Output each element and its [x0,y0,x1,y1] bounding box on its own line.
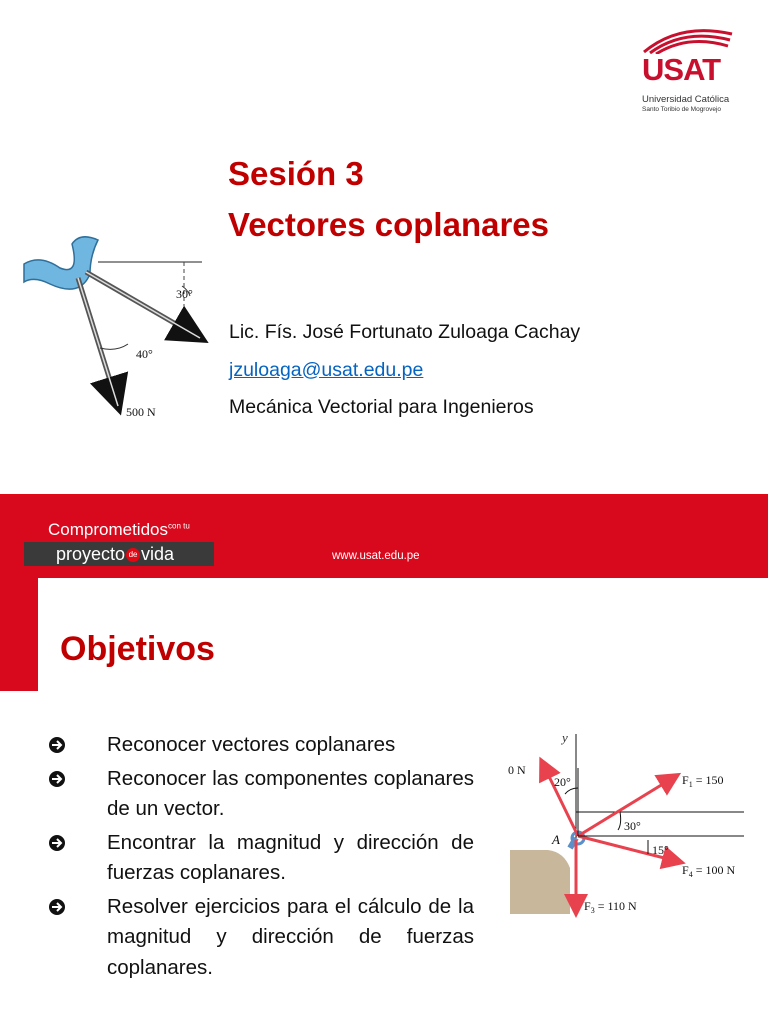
tagline-vida: vida [141,544,175,564]
tagline-proyecto: proyecto [56,544,126,564]
force-f1-label: $F_1 = 150$ [682,773,724,789]
angle-20-label: 20° [554,775,571,789]
objective-text: Reconocer vectores coplanares [107,733,396,756]
objectives-list [48,730,474,986]
list-item [48,892,474,984]
y-axis-label: y [562,730,568,745]
force-f4-label: $F_4 = 100$ N [682,863,736,879]
side-band [0,578,38,691]
angle-30-label: 30° [624,819,641,833]
angle-30-label: 30° [176,287,193,301]
logo-arc-icon [640,22,740,54]
circled-arrow-icon [48,898,66,916]
author-name: Lic. Fís. José Fortunato Zuloaga Cachay [229,321,581,343]
tagline-sup: con tu [168,521,190,531]
objectives-heading: Objetivos [60,630,215,668]
list-item [48,764,474,825]
force-500-label: 500 N [126,405,156,419]
objective-text: Encontrar la magnitud y dirección de fuerzas coplanares. [107,830,474,884]
website-url[interactable]: www.usat.edu.pe [332,550,420,562]
circled-arrow-icon [48,770,66,788]
angle-15-label: 15° [652,843,669,857]
tagline-line1: Comprometidos [48,520,168,539]
objective-text: Reconocer las componentes coplanares de un vector. [107,766,474,820]
usat-logo [640,22,740,113]
list-item [48,730,474,761]
tagline-top [48,520,190,540]
force-f3-label: $F_3 = 110$ N [584,899,637,915]
session-title [228,148,549,250]
wall-support [510,850,570,914]
author-info [229,314,580,427]
author-email-link[interactable]: jzuloaga@usat.edu.pe [229,358,424,381]
objectives-slide [0,496,768,1024]
coplanar-forces-figure [508,728,766,928]
tagline-de-badge: de [126,548,140,562]
point-A-label: A [552,832,560,847]
circled-arrow-icon [48,834,66,852]
logo-name: USAT [642,52,721,87]
angle-40-label: 40° [136,347,153,361]
title-slide [0,0,768,496]
hook-shape [24,237,98,289]
logo-line1: Universidad Católica [642,94,730,105]
logo-line2: Santo Toribio de Mogrovejo [642,106,722,113]
force-f2-label: 0 N [508,763,526,777]
tagline-bottom [24,542,214,566]
title-line2: Vectores coplanares [228,206,550,243]
force-clamp-figure [20,226,210,426]
course-name: Mecánica Vectorial para Ingenieros [229,396,534,418]
force-f2-arrow [542,762,578,836]
title-line1: Sesión 3 [228,155,364,192]
circled-arrow-icon [48,736,66,754]
list-item [48,828,474,889]
objective-text: Resolver ejercicios para el cálculo de la magnitud y dirección de fuerzas coplanares. [107,894,474,979]
